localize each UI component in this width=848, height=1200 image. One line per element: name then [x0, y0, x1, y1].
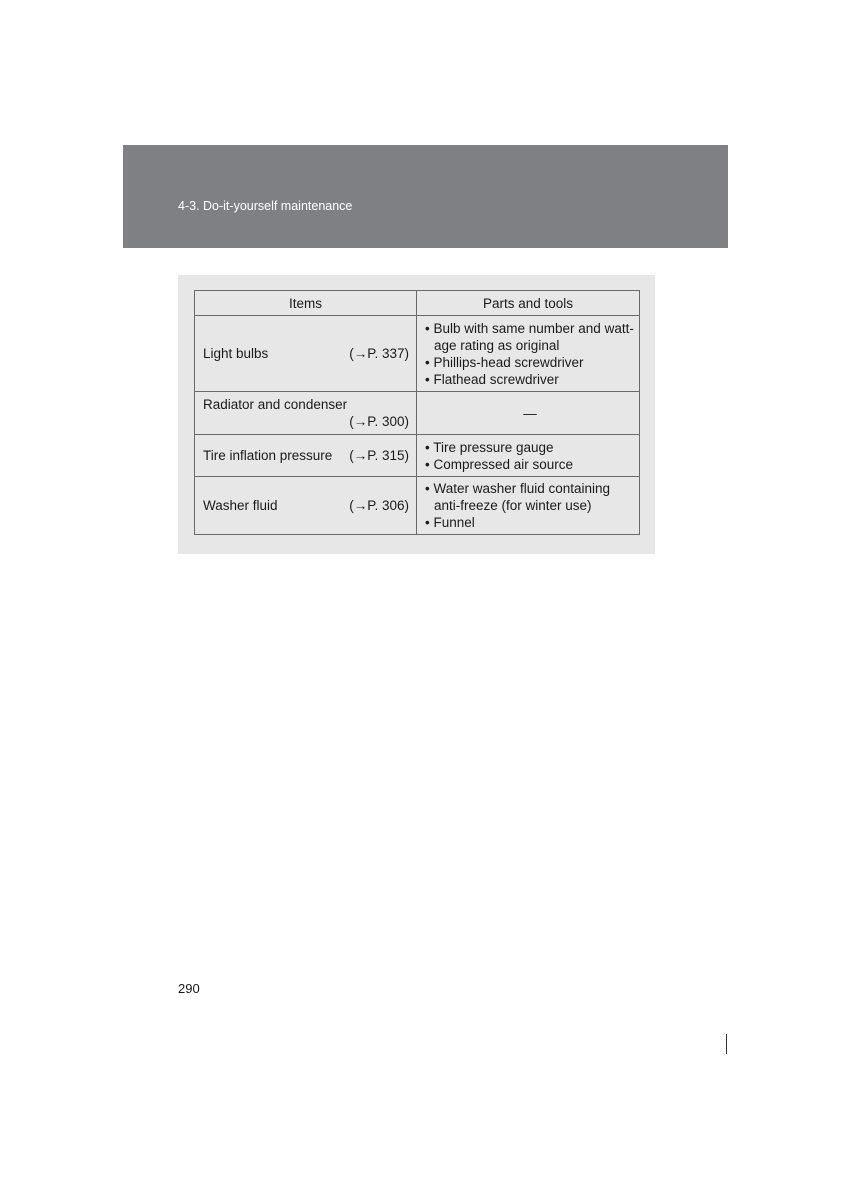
page-reference: (→P. 315) [349, 448, 409, 463]
parts-list-item: • Phillips-head screwdriver [425, 354, 584, 370]
parts-cell [417, 316, 640, 392]
table-row [195, 316, 640, 392]
page-reference: (→P. 306) [349, 498, 409, 513]
parts-list-item: • Flathead screwdriver [425, 371, 559, 387]
edge-mark [726, 1034, 727, 1054]
table-header-row [195, 291, 640, 316]
parts-cell [417, 477, 640, 535]
parts-list-item: • Water washer fluid containing anti-freeze (for winter use) [425, 481, 611, 513]
header-parts-and-tools: Parts and tools [417, 291, 640, 316]
item-cell [195, 392, 417, 435]
table-row [195, 435, 640, 477]
item-name: Light bulbs [203, 346, 269, 361]
item-name: Tire inflation pressure [203, 448, 333, 463]
item-cell [195, 477, 417, 535]
parts-cell [417, 392, 640, 435]
table-row [195, 392, 640, 435]
page-reference: (→P. 337) [349, 346, 409, 361]
table-row [195, 477, 640, 535]
parts-list-item: • Funnel [425, 515, 475, 530]
section-title: 4-3. Do-it-yourself maintenance [178, 199, 353, 213]
header-items: Items [195, 291, 417, 316]
parts-list-item: • Bulb with same number and watt-age rating as original [425, 320, 634, 353]
page-number: 290 [178, 981, 200, 996]
table-panel [178, 275, 655, 554]
item-cell [195, 316, 417, 392]
parts-cell [417, 435, 640, 477]
section-header-band [123, 145, 728, 248]
item-cell [195, 435, 417, 477]
parts-list-item: • Tire pressure gauge [425, 439, 554, 455]
item-name: Radiator and condenser [203, 397, 348, 412]
parts-list-item: • Compressed air source [425, 456, 574, 472]
page-reference: (→P. 300) [349, 414, 409, 429]
item-name: Washer fluid [203, 498, 278, 513]
maintenance-table [194, 290, 640, 535]
not-applicable-dash: — [523, 405, 537, 421]
